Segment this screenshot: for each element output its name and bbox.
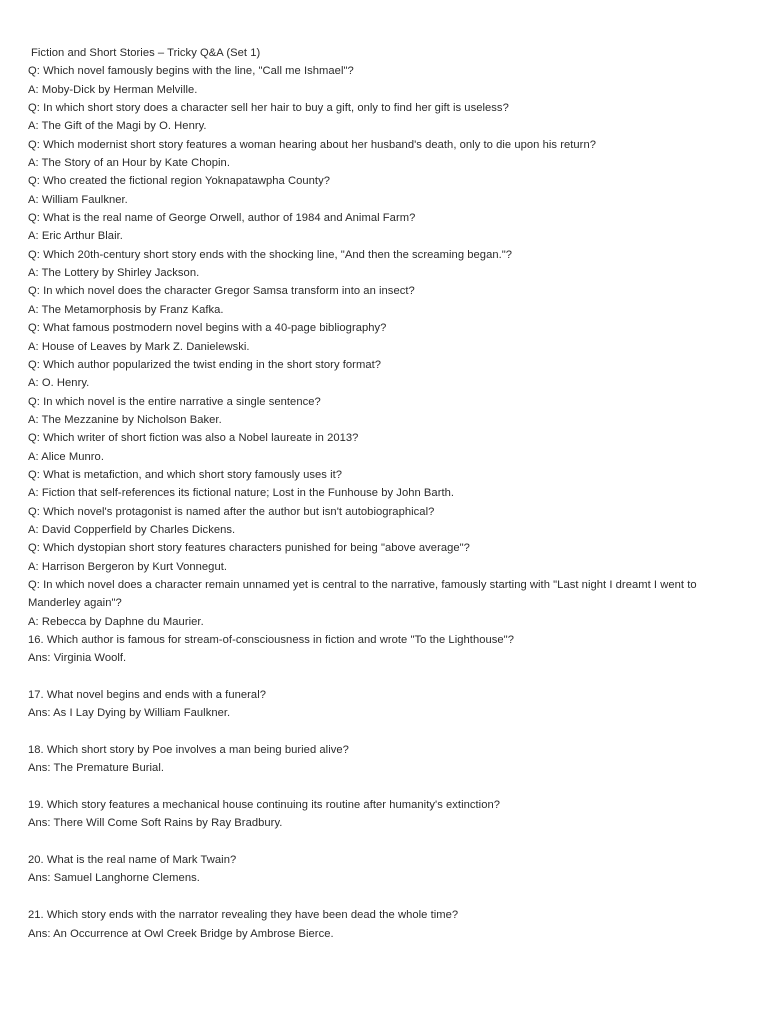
blank-line [28, 668, 728, 686]
blank-line [28, 888, 728, 906]
question-text: 18. Which short story by Poe involves a man being buried alive? [28, 744, 349, 757]
question-text: Q: In which short story does a character sell her hair to buy a gift, only to find her gift is useless? [28, 102, 509, 115]
answer-text: A: The Lottery by Shirley Jackson. [28, 267, 200, 280]
answer-text: A: Eric Arthur Blair. [28, 230, 123, 243]
question-text: Q: Which 20th-century short story ends with the shocking line, "And then the screaming began."? [28, 248, 513, 261]
qa-item [28, 356, 728, 393]
answer-text: Ans: The Premature Burial. [28, 762, 165, 775]
answer-text: A: O. Henry. [28, 377, 90, 390]
answer-text: A: David Copperfield by Charles Dickens. [28, 523, 236, 536]
qa-item [28, 631, 728, 668]
answer-text: A: Harrison Bergeron by Kurt Vonnegut. [28, 560, 228, 573]
answer-text: A: The Metamorphosis by Franz Kafka. [28, 303, 224, 316]
answer-text: A: Rebecca by Daphne du Maurier. [28, 615, 204, 628]
answer-text: Ans: As I Lay Dying by William Faulkner. [28, 707, 231, 720]
question-text: 16. Which author is famous for stream-of-consciousness in fiction and wrote "To the Lighthouse"? [28, 634, 514, 646]
question-text: Q: Which novel's protagonist is named after the author but isn't autobiographical? [28, 505, 435, 518]
question-text: Q: What is the real name of George Orwell, author of 1984 and Animal Farm? [28, 212, 416, 225]
answer-text: A: The Gift of the Magi by O. Henry. [28, 120, 207, 133]
answer-text: A: The Mezzanine by Nicholson Baker. [28, 413, 222, 426]
document-title: Fiction and Short Stories – Tricky Q&A (Set 1) [31, 47, 261, 59]
qa-item [28, 796, 728, 833]
qa-item [28, 209, 728, 246]
answer-text: Ans: Virginia Woolf. [28, 652, 127, 665]
question-text: 21. Which story ends with the narrator revealing they have been dead the whole time? [28, 909, 459, 922]
qa-item [28, 906, 728, 943]
answer-text: Ans: There Will Come Soft Rains by Ray Bradbury. [28, 817, 283, 830]
answer-text: Ans: Samuel Langhorne Clemens. [28, 872, 200, 885]
blank-line [28, 833, 728, 851]
qa-item [28, 136, 728, 173]
question-text: Q: Who created the fictional region Yoknapatawpha County? [28, 175, 330, 188]
blank-line [28, 778, 728, 796]
qa-item [28, 539, 728, 576]
answer-text: Ans: An Occurrence at Owl Creek Bridge by Ambrose Bierce. [28, 927, 334, 940]
question-text: 19. Which story features a mechanical house continuing its routine after humanity's extinction? [28, 799, 501, 812]
qa-section-1 [28, 62, 728, 631]
qa-item [28, 503, 728, 540]
question-text: Q: In which novel does the character Gregor Samsa transform into an insect? [28, 285, 415, 298]
question-text: Q: In which novel is the entire narrative a single sentence? [28, 395, 321, 408]
qa-item [28, 429, 728, 466]
qa-section-2 [28, 631, 728, 943]
qa-item [28, 62, 728, 99]
question-text: Q: In which novel does a character remain unnamed yet is central to the narrative, famously starting with "Last night I dreamt I went to Manderley again"? [28, 578, 697, 610]
qa-item [28, 576, 728, 631]
qa-item [28, 466, 728, 503]
question-text: Q: Which dystopian short story features characters punished for being "above average"? [28, 542, 470, 555]
blank-line [28, 723, 728, 741]
answer-text: A: Fiction that self-references its fictional nature; Lost in the Funhouse by John Barth. [28, 487, 455, 500]
answer-text: A: Alice Munro. [28, 450, 104, 463]
document-body [28, 44, 728, 943]
question-text: Q: Which author popularized the twist ending in the short story format? [28, 358, 382, 371]
qa-item [28, 282, 728, 319]
answer-text: A: William Faulkner. [28, 193, 128, 206]
qa-item [28, 99, 728, 136]
answer-text: A: Moby-Dick by Herman Melville. [28, 83, 198, 96]
qa-item [28, 686, 728, 723]
answer-text: A: The Story of an Hour by Kate Chopin. [28, 157, 230, 170]
question-text: 17. What novel begins and ends with a funeral? [28, 689, 267, 702]
qa-item [28, 741, 728, 778]
question-text: Q: Which writer of short fiction was also a Nobel laureate in 2013? [28, 432, 359, 445]
question-text: Q: Which modernist short story features a woman hearing about her husband's death, only to die upon his return? [28, 138, 596, 151]
qa-item [28, 319, 728, 356]
qa-item [28, 172, 728, 209]
qa-item [28, 246, 728, 283]
question-text: Q: Which novel famously begins with the line, "Call me Ishmael"? [28, 65, 354, 78]
qa-item [28, 851, 728, 888]
qa-item [28, 393, 728, 430]
answer-text: A: House of Leaves by Mark Z. Danielewski. [28, 340, 250, 353]
question-text: Q: What is metafiction, and which short story famously uses it? [28, 468, 343, 481]
question-text: 20. What is the real name of Mark Twain? [28, 854, 237, 867]
question-text: Q: What famous postmodern novel begins with a 40-page bibliography? [28, 322, 387, 335]
